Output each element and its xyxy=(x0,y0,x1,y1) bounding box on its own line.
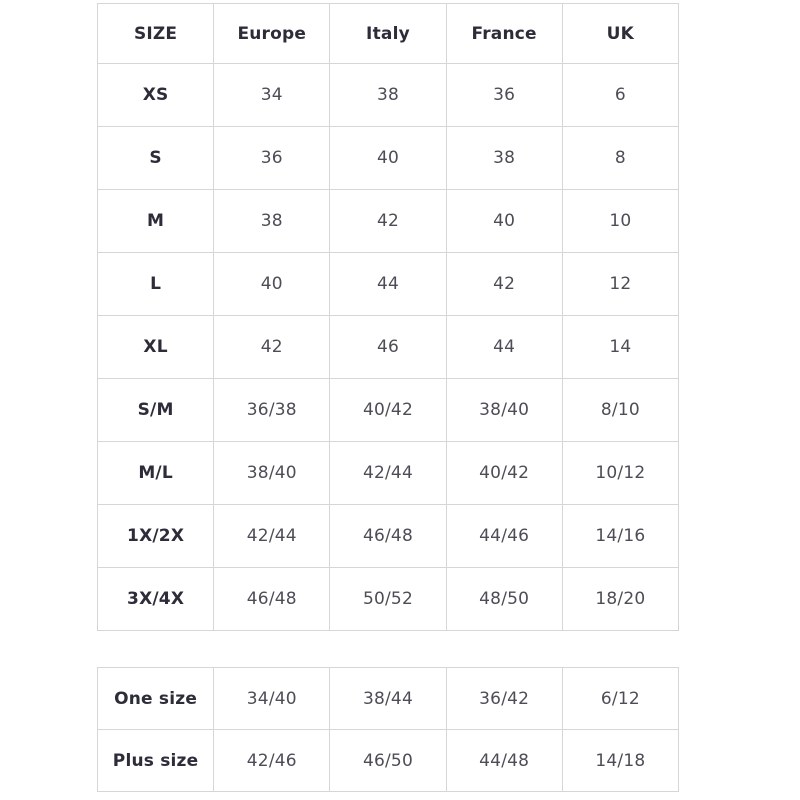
header-france: France xyxy=(446,4,562,64)
size-conversion-table xyxy=(97,3,679,631)
size-value: 44/46 xyxy=(446,505,562,568)
size-value: 6 xyxy=(562,64,678,127)
size-value: 36/38 xyxy=(214,379,330,442)
size-label: XL xyxy=(98,316,214,379)
size-value: 18/20 xyxy=(562,568,678,631)
size-value: 14/18 xyxy=(562,730,678,792)
table-row-m xyxy=(98,190,679,253)
size-label: Plus size xyxy=(98,730,214,792)
size-label: M xyxy=(98,190,214,253)
table-row-1x2x xyxy=(98,505,679,568)
size-label: 3X/4X xyxy=(98,568,214,631)
size-value: 38 xyxy=(446,127,562,190)
header-europe: Europe xyxy=(214,4,330,64)
header-size: SIZE xyxy=(98,4,214,64)
header-row xyxy=(98,4,679,64)
size-value: 46/48 xyxy=(214,568,330,631)
size-label: M/L xyxy=(98,442,214,505)
size-value: 42/44 xyxy=(330,442,446,505)
size-table-body xyxy=(98,64,679,631)
size-value: 42/46 xyxy=(214,730,330,792)
table-row-s xyxy=(98,127,679,190)
size-value: 38 xyxy=(214,190,330,253)
size-table-header xyxy=(98,4,679,64)
size-value: 40/42 xyxy=(446,442,562,505)
size-value: 12 xyxy=(562,253,678,316)
size-value: 36 xyxy=(214,127,330,190)
header-italy: Italy xyxy=(330,4,446,64)
size-value: 42 xyxy=(214,316,330,379)
size-value: 42/44 xyxy=(214,505,330,568)
size-value: 48/50 xyxy=(446,568,562,631)
size-value: 8/10 xyxy=(562,379,678,442)
size-value: 8 xyxy=(562,127,678,190)
size-value: 36 xyxy=(446,64,562,127)
size-label: One size xyxy=(98,668,214,730)
size-value: 42 xyxy=(446,253,562,316)
size-value: 40 xyxy=(330,127,446,190)
table-row-xs xyxy=(98,64,679,127)
table-row-ml xyxy=(98,442,679,505)
size-value: 46 xyxy=(330,316,446,379)
size-value: 46/50 xyxy=(330,730,446,792)
size-value: 38/40 xyxy=(446,379,562,442)
table-row-plus-size xyxy=(98,730,679,792)
size-value: 46/48 xyxy=(330,505,446,568)
table-row-sm xyxy=(98,379,679,442)
table-row-xl xyxy=(98,316,679,379)
size-value: 40 xyxy=(214,253,330,316)
special-sizes-table xyxy=(97,667,679,792)
size-label: S/M xyxy=(98,379,214,442)
size-value: 38/44 xyxy=(330,668,446,730)
size-label: S xyxy=(98,127,214,190)
table-row-one-size xyxy=(98,668,679,730)
size-value: 10 xyxy=(562,190,678,253)
size-label: 1X/2X xyxy=(98,505,214,568)
size-value: 50/52 xyxy=(330,568,446,631)
special-table-body xyxy=(98,668,679,792)
size-value: 6/12 xyxy=(562,668,678,730)
size-value: 44/48 xyxy=(446,730,562,792)
size-value: 14 xyxy=(562,316,678,379)
size-value: 10/12 xyxy=(562,442,678,505)
size-value: 42 xyxy=(330,190,446,253)
table-row-3x4x xyxy=(98,568,679,631)
size-value: 44 xyxy=(446,316,562,379)
header-uk: UK xyxy=(562,4,678,64)
size-value: 34 xyxy=(214,64,330,127)
size-value: 36/42 xyxy=(446,668,562,730)
size-label: L xyxy=(98,253,214,316)
size-value: 14/16 xyxy=(562,505,678,568)
size-value: 40 xyxy=(446,190,562,253)
size-value: 40/42 xyxy=(330,379,446,442)
size-guide xyxy=(97,3,679,792)
size-value: 38 xyxy=(330,64,446,127)
size-value: 34/40 xyxy=(214,668,330,730)
table-row-l xyxy=(98,253,679,316)
size-label: XS xyxy=(98,64,214,127)
size-value: 38/40 xyxy=(214,442,330,505)
size-value: 44 xyxy=(330,253,446,316)
